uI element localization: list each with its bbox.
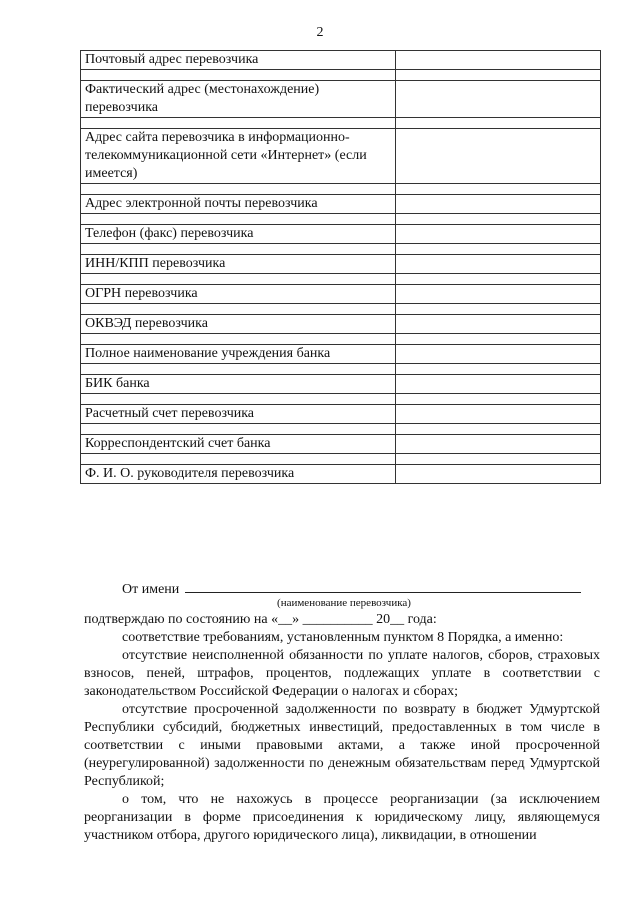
field-label: Расчетный счет перевозчика [81,405,396,424]
table-spacer-row [81,424,601,435]
field-label: ОКВЭД перевозчика [81,315,396,334]
field-label: БИК банка [81,375,396,394]
table-row [81,195,601,214]
table-row [81,225,601,244]
from-name-line [84,579,600,599]
table-spacer-row [81,454,601,465]
field-value[interactable] [396,255,601,274]
field-label: ИНН/КПП перевозчика [81,255,396,274]
field-value[interactable] [396,195,601,214]
field-label: Адрес электронной почты перевозчика [81,195,396,214]
table-spacer-row [81,304,601,315]
table-spacer-row [81,274,601,285]
table-row [81,405,601,424]
field-label: Адрес сайта перевозчика в информационно-телекоммуникационной сети «Интернет» (если имеется) [81,129,396,184]
carrier-name-blank[interactable] [185,579,581,593]
paragraph: о том, что не нахожусь в процессе реорганизации (за исключением реорганизации в форме присоединения к юридическому лицу, являющемуся участником отбора, другого юридического лица), ликвидации, в отношении [84,792,600,843]
table-row [81,51,601,70]
table-row [81,255,601,274]
field-value[interactable] [396,129,601,184]
table-spacer-row [81,70,601,81]
table-row [81,345,601,364]
field-value[interactable] [396,345,601,364]
paragraph: отсутствие просроченной задолженности по возврату в бюджет Удмуртской Республики субсидий, бюджетных инвестиций, предоставленных в том числе в соответствии с иными правовыми актами, а также иной просроченной (неурегулированной) задолженности по денежным обязательствам перед Удмуртской Республикой; [84,702,600,789]
field-label: Почтовый адрес перевозчика [81,51,396,70]
carrier-details-table [80,50,601,484]
confirmation-text [84,611,600,845]
table-spacer-row [81,214,601,225]
field-value[interactable] [396,435,601,454]
from-name-label: От имени [122,582,180,597]
table-row [81,375,601,394]
table-row [81,435,601,454]
field-label: Ф. И. О. руководителя перевозчика [81,465,396,484]
field-value[interactable] [396,51,601,70]
page-number: 2 [316,25,324,40]
table-spacer-row [81,334,601,345]
table-row [81,465,601,484]
field-label: ОГРН перевозчика [81,285,396,304]
table-spacer-row [81,184,601,195]
field-label: Корреспондентский счет банка [81,435,396,454]
table-spacer-row [81,364,601,375]
from-name-caption: (наименование перевозчика) [277,597,411,609]
field-value[interactable] [396,405,601,424]
table-row [81,81,601,118]
field-label: Фактический адрес (местонахождение) перевозчика [81,81,396,118]
field-label: Полное наименование учреждения банка [81,345,396,364]
paragraph: подтверждаю по состоянию на «__» __________ 20__ года: [84,612,437,627]
table-spacer-row [81,118,601,129]
field-value[interactable] [396,465,601,484]
field-value[interactable] [396,285,601,304]
paragraph: соответствие требованиям, установленным пунктом 8 Порядка, а именно: [122,630,564,645]
field-label: Телефон (факс) перевозчика [81,225,396,244]
table-spacer-row [81,244,601,255]
table-row [81,285,601,304]
table-row [81,315,601,334]
field-value[interactable] [396,315,601,334]
table-row [81,129,601,184]
field-value[interactable] [396,225,601,244]
paragraph: отсутствие неисполненной обязанности по уплате налогов, сборов, страховых взносов, пеней, штрафов, процентов, подлежащих уплате в соответствии с законодательством Российской Федерации о налогах и сборах; [84,648,600,699]
field-value[interactable] [396,81,601,118]
field-value[interactable] [396,375,601,394]
table-spacer-row [81,394,601,405]
